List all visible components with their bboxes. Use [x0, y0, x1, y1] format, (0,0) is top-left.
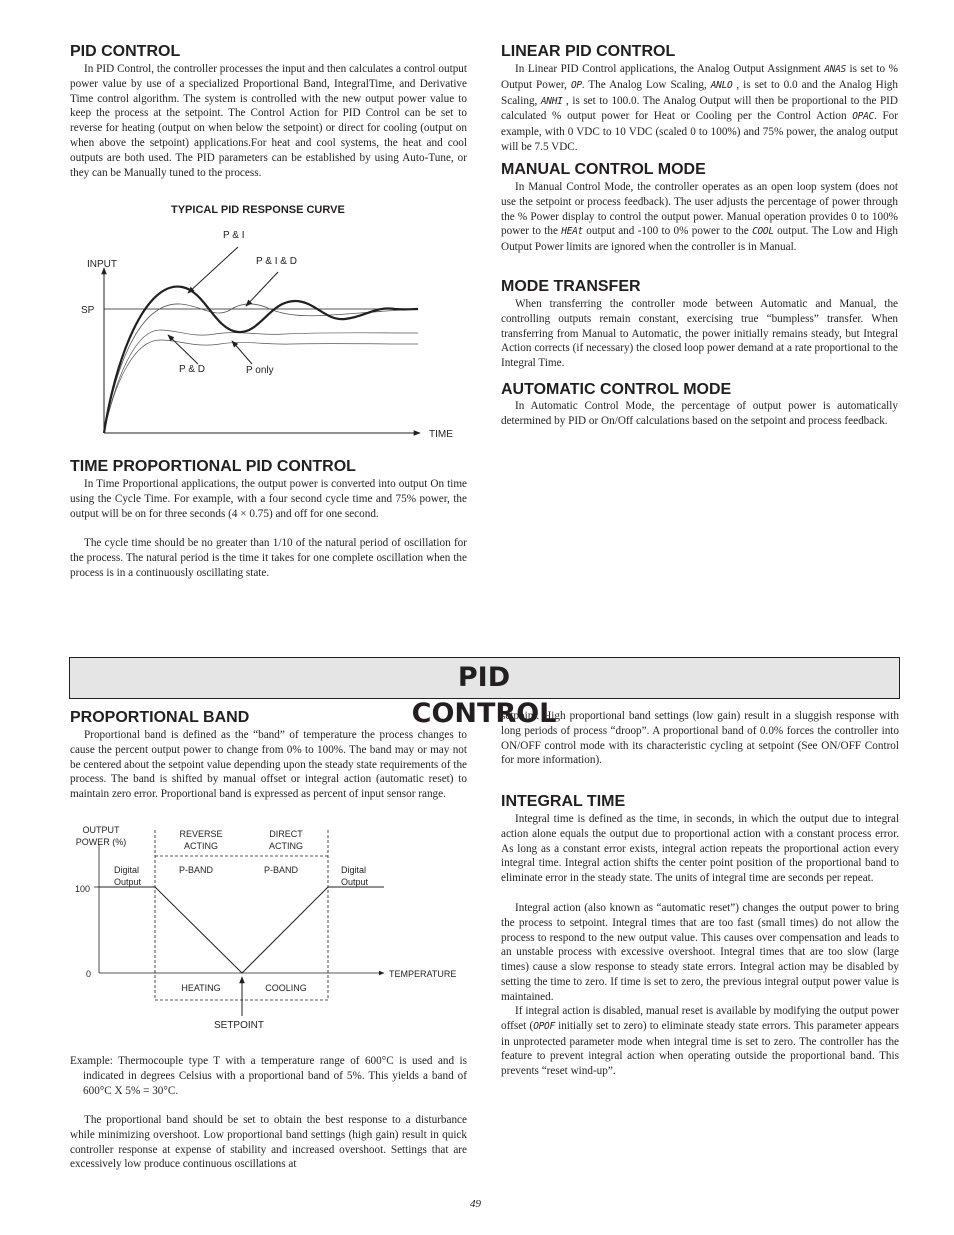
pid-control-heading: PID CONTROL — [70, 43, 181, 60]
time-label: TIME — [429, 429, 453, 440]
linear-pid-text: In Linear PID Control applications, the Analog Output Assignment ANAS is set to % Output Power, OP. The Analog Low Scaling, ANLO , is set to 0.0 and the Analog High Scaling, ANHI , is set to 100.0. The Analog Output will then be proportional to the PID calculated % output power for Heat or Cooling per the Control Action OPAC. For example, with 0 VDC to 10 VDC (scaled 0 to 100%) and 75% power, the analog output will be 7.5 VDC. — [501, 63, 899, 153]
anhi-code: ANHI — [540, 95, 563, 107]
input-label: INPUT — [87, 259, 117, 270]
p-only-leader — [232, 341, 252, 364]
pband-label-left: P-BAND — [179, 865, 214, 875]
pid-control-text: In PID Control, the controller processes the input and then calculates a control output power value by use of a specialized Proportional Band, IntegralTime, and Derivative Time control algorithm. The system is controlled with the new output power value to keep the process at the setpoint. The Control Action for PID Control can be set to reverse for heating (output on when below the setpoint) or direct for cooling (output on when above the setpoint) applications.For heat and cool systems, the heat and cool outputs are both used. The PID parameters can be established by using Auto-Tune, or they can be Manually tuned to the process. — [70, 63, 467, 179]
setpoint-label: SETPOINT — [213, 1020, 265, 1031]
p-i-d-label: P & I & D — [256, 256, 297, 267]
p-and-d-label: P & D — [179, 364, 205, 375]
manual-control-text: In Manual Control Mode, the controller operates as an open loop system (does not use the setpoint or process feedback). The user adjusts the percentage of power through the % Power display to control the output power. Manual operation provides 0 to 100% power to the HEAt output and -100 to 0% power to the COOL output. The Low and High Output Power limits are ignored when the controller is in Manual. — [501, 181, 898, 254]
pid-response-curve-figure — [70, 220, 470, 445]
integral-time-text-3: If integral action is disabled, manual reset is available by modifying the output power offset (OPOF initially set to zero) to eliminate steady state errors. This parameter appears in unprotected parameter mode when integral time is set to zero. The controller has the feature to prevent integral action when operating outside the proportional band. This prevents “reset wind-up”. — [501, 1005, 899, 1078]
temperature-label: TEMPERATURE — [389, 969, 457, 979]
digital-output-right-2: Output — [341, 877, 369, 887]
pband-label-right: P-BAND — [264, 865, 299, 875]
proportional-band-continued: setpoint. High proportional band settings (low gain) result in a sluggish response with long periods of process “droop”. A proportional band of 0.0% forces the controller into ON/OFF control mode with its characteristic cycling at setpoint (See ON/OFF Control for more information). — [501, 710, 899, 767]
p-and-i-label: P & I — [223, 230, 245, 241]
mode-transfer-heading: MODE TRANSFER — [501, 278, 641, 295]
y-tick-0: 0 — [86, 969, 92, 979]
digital-output-left-1: Digital — [114, 865, 140, 875]
opac-code: OPAC — [852, 111, 874, 123]
mode-transfer-text: When transferring the controller mode between Automatic and Manual, the controlling outputs remain constant, exercising true “bumpless” transfer. When transferring from Manual to Automatic, the power initially remains steady, but Integral Action corrects (if necessary) the closed loop power demand at a rate proportional to the Integral Time. — [501, 298, 898, 370]
time-proportional-heading: TIME PROPORTIONAL PID CONTROL — [70, 458, 356, 475]
p-only-label: P only — [246, 365, 274, 376]
p-and-d-leader — [168, 335, 198, 364]
output-power-label-2: POWER (%) — [75, 837, 127, 847]
reverse-acting-label-2: ACTING — [183, 841, 219, 851]
p-and-i-curve — [104, 287, 418, 433]
opof-code: OPOF — [533, 1020, 555, 1032]
automatic-control-heading: AUTOMATIC CONTROL MODE — [501, 381, 732, 398]
digital-output-right-1: Digital — [341, 865, 367, 875]
output-power-curve — [99, 887, 384, 973]
direct-acting-label-1: DIRECT — [269, 829, 303, 839]
op-code: OP — [570, 79, 582, 91]
pid-response-figure-title: TYPICAL PID RESPONSE CURVE — [171, 204, 345, 216]
automatic-control-text: In Automatic Control Mode, the percentage of output power is automatically determined by PID or On/Off calculations based on the setpoint and process feedback. — [501, 400, 898, 427]
proportional-band-text-2: The proportional band should be set to obtain the best response to a disturbance while minimizing overshoot. Low proportional band settings (high gain) result in quick controller response at expense of stability and increased overshoot. Settings that are excessively low produce continuous oscillations at — [70, 1114, 467, 1171]
p-and-i-leader — [188, 247, 238, 293]
digital-output-left-2: Output — [114, 877, 142, 887]
time-proportional-text-2: The cycle time should be no greater than 1/10 of the natural period of oscillation for the process. The natural period is the time it takes for one complete oscillation when the process is in a continuously oscillating state. — [70, 537, 467, 579]
linear-pid-heading: LINEAR PID CONTROL — [501, 43, 676, 60]
proportional-band-text: Proportional band is defined as the “band” of temperature the process changes to cause the percent output power to change from 0% to 100%. The band may or may not be centered about the setpoint value depending upon the steady state requirements of the process. The band is shifted by manual offset or integral action (automatic reset) to maintain zero error. Proportional band is expressed as percent of input sensor range. — [70, 729, 467, 801]
cool-code: COOL — [752, 226, 774, 238]
integral-time-heading: INTEGRAL TIME — [501, 793, 626, 810]
p-and-d-curve — [104, 330, 418, 433]
direct-acting-label-2: ACTING — [268, 841, 304, 851]
sp-label: SP — [81, 305, 95, 316]
p-only-curve — [104, 340, 418, 433]
anlo-code: ANLO — [710, 79, 733, 91]
example-text: Example: Thermocouple type T with a temperature range of 600°C is used and is indicated in degrees Celsius with a proportional band of 5%. This yields a band of 600°C X 5% = 30°C. — [70, 1055, 467, 1097]
page-number: 49 — [470, 1198, 481, 1210]
section-banner-title: PID CONTROL — [411, 662, 557, 729]
manual-control-heading: MANUAL CONTROL MODE — [501, 161, 706, 178]
p-i-d-leader — [246, 272, 278, 306]
integral-time-text-1: Integral time is defined as the time, in seconds, in which the output due to integral action alone equals the output due to proportional action with a constant process error. As long as a constant error exists, integral action repeats the proportional action every integral time. Integral action shifts the center point position of the proportional band to eliminate error in the steady state. The units of integral time are seconds per repeat. — [501, 813, 899, 885]
cooling-label: COOLING — [265, 983, 307, 993]
time-proportional-text-1: In Time Proportional applications, the output power is converted into output On time using the Cycle Time. For example, with a four second cycle time and 75% power, the output will be on for three seconds (4 × 0.75) and off for one second. — [70, 478, 467, 520]
integral-time-text-2: Integral action (also known as “automatic reset”) changes the output power to bring the process to setpoint. Integral times that are too fast (small times) do not allow the process to respond to the new output value. This causes over compensation and leads to an unstable process with excessive overshoot. Integral times that are too slow (large times) cause a slow response to steady state errors. Integral action may be disabled by setting the time to zero. If time is set to zero, the previous integral output power value is maintained. — [501, 902, 899, 1003]
output-power-label-1: OUTPUT — [82, 825, 120, 835]
y-tick-100: 100 — [75, 884, 91, 894]
reverse-acting-label-1: REVERSE — [179, 829, 223, 839]
proportional-band-heading: PROPORTIONAL BAND — [70, 709, 250, 726]
proportional-band-figure — [70, 820, 470, 1035]
heating-label: HEATING — [181, 983, 221, 993]
anas-code: ANAS — [824, 64, 846, 75]
heat-code: HEAt — [561, 226, 583, 238]
